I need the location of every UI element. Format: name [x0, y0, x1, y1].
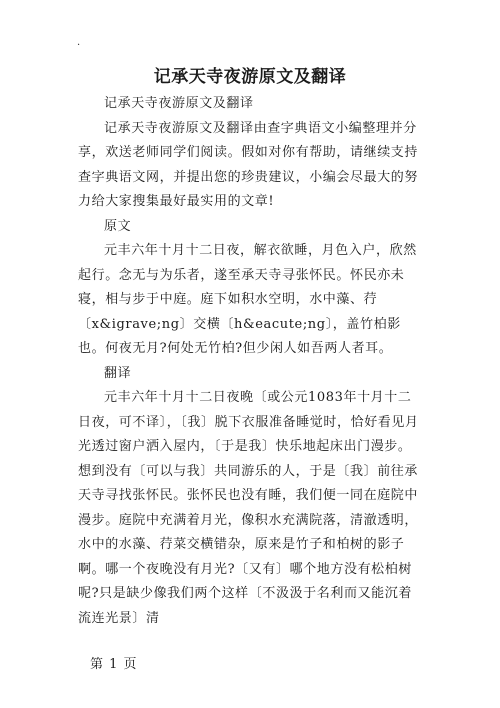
document-subtitle: 记承天寺夜游原文及翻译	[104, 96, 254, 111]
translation-paragraph: 元丰六年十月十二日夜晚〔或公元1083年十月十二日夜，可不译〕，〔我〕脱下衣服准备睡觉时，恰好看见月光透过窗户洒入屋内，〔于是我〕快乐地起床出门漫步。想到没有〔可以与我〕共同游乐的人，于是〔我〕前往承天寺寻找张怀民。张怀民也没有睡，我们便一同在庭院中漫步。庭院中充满着月光，像积水充满院落，清澈透明，水中的水藻、荇菜交横错杂，原来是竹子和柏树的影子啊。哪一个夜晚没有月光?〔又有〕哪个地方没有松柏树呢?只是缺少像我们两个这样〔不汲汲于名利而又能沉着流连光景〕清	[78, 390, 419, 626]
page-number: 第 1 页	[90, 657, 138, 672]
original-heading: 原文	[104, 218, 132, 234]
corner-mark: ·	[77, 40, 81, 51]
page-title: 记承天寺夜游原文及翻译	[153, 67, 347, 87]
original-paragraph: 元丰六年十月十二日夜，解衣欲睡，月色入户，欣然起行。念无与为乐者，遂至承天寺寻张怀民。怀民亦未寝，相与步于中庭。庭下如积水空明，水中藻、荇〔x&igrave;ng〕交横〔h&eacute;ng〕，盖竹柏影也。何夜无月?何处无竹柏?但少闲人如吾两人者耳。	[78, 243, 417, 356]
document-body	[78, 92, 423, 631]
translation-heading: 翻译	[104, 365, 132, 381]
intro-paragraph: 记承天寺夜游原文及翻译由查字典语文小编整理并分享，欢送老师同学们阅读。假如对你有帮助，请继续支持查字典语文网，并提出您的珍贵建议，小编会尽最大的努力给大家搜集最好最实用的文章!	[78, 120, 419, 209]
